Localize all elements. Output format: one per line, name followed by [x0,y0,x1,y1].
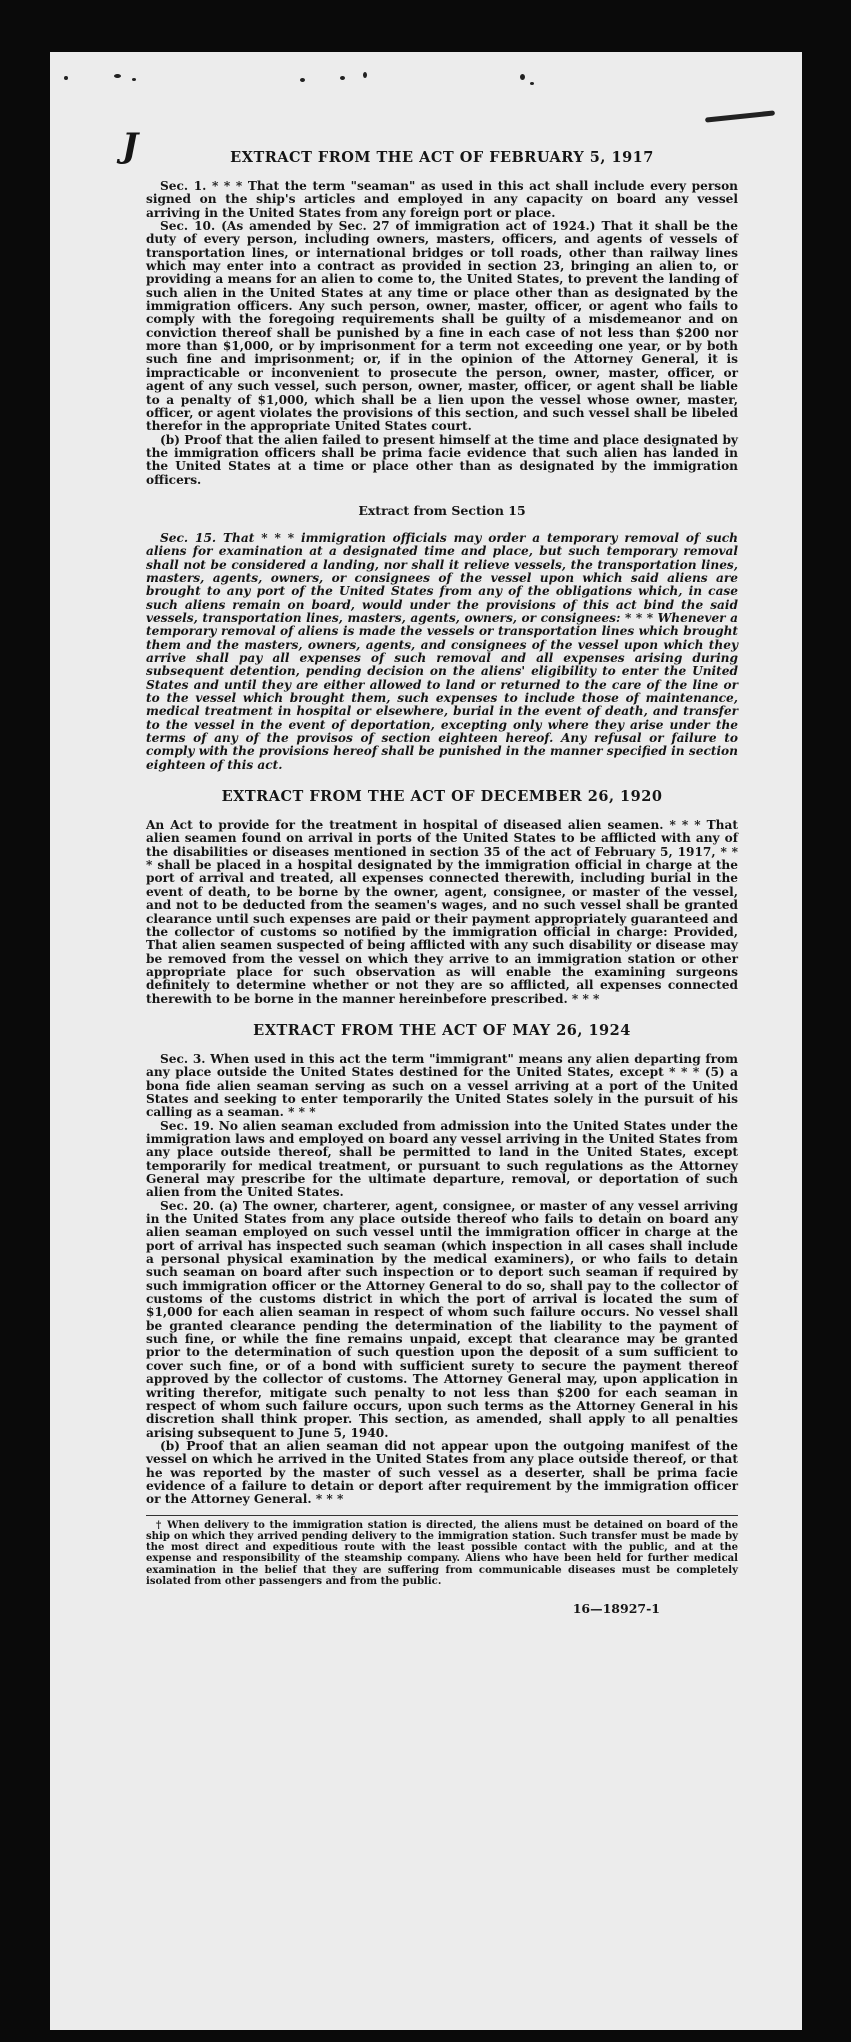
paragraph-sec-10: Sec. 10. (As amended by Sec. 27 of immigration act of 1924.) That it shall be the duty of every person, including owners, masters, officers, and agents of vessels of transportation lines, or international bridges or toll roads, other than railway lines which may enter into a contract as provided in section 23, bringing an alien to, or providing a means for an alien to come to, the United States, to prevent the landing of such alien in the United States at any time or place other than as designated by the immigration officers. Any such person, owner, master, officer, or agent who fails to comply with the foregoing requirements shall be guilty of a misdemeanor and on conviction thereof shall be punished by a fine in each case of not less than $200 nor more than $1,000, or by imprisonment for a term not exceeding one year, or by both such fine and imprisonment; or, if in the opinion of the Attorney General, it is impracticable or inconvenient to prosecute the person, owner, master, officer, or agent of any such vessel, such person, owner, master, officer, or agent shall be liable to a penalty of $1,000, which shall be a lien upon the vessel whose owner, master, officer, or agent violates the provisions of this section, and such vessel shall be libeled therefor in the appropriate United States court. [146,219,738,434]
footnote: † When delivery to the immigration station is directed, the aliens must be detained on board of the ship on which they arrived pending delivery to the immigration station. Such transfer must be made by the most direct and expeditious route with the least possible contact with the public, and at the expense and responsibility of the steamship company. Aliens who have been held for further medical examination in the belief that they are suffering from communicable diseases must be completely isolated from other passengers and from the public. [146,1519,738,1588]
paragraph-sec-19: Sec. 19. No alien seaman excluded from admission into the United States under the immigration laws and employed on board any vessel arriving in the United States from any place outside thereof, shall be permitted to land in the United States, except temporarily for medical treatment, or pursuant to such regulations as the Attorney General may prescribe for the ultimate departure, removal, or deportation of such alien from the United States. [146,1118,738,1200]
subheading-section-15: Extract from Section 15 [358,502,526,518]
scan-speck [340,76,345,80]
document-code: 16—18927-1 [572,1601,660,1617]
scan-speck [114,74,121,78]
scan-speck [530,82,534,85]
heading-act-1920: EXTRACT FROM THE ACT OF DECEMBER 26, 1920 [221,788,663,806]
paragraph-sec-3: Sec. 3. When used in this act the term "immigrant" means any alien departing from any place outside the United States destined for the United States, except * * * (5) a bona fide alien seaman serving as such on a vessel arriving at a port of the United States and seeking to enter temporarily the United States solely in the pursuit of his calling as a seaman. * * * [146,1051,738,1120]
section-15 [146,503,738,772]
paragraph-sec-10-b: (b) Proof that the alien failed to present himself at the time and place designated by the immigration officers shall be prima facie evidence that such alien has landed in the United States at a time or place other than as designated by the immigration officers. [146,432,738,487]
section-act-1917 [146,149,738,487]
paragraph-sec-15: Sec. 15. That * * * immigration officials may order a temporary removal of such aliens for examination at a designated time and place, but such temporary removal shall not be considered a landing, nor shall it relieve vessels, the transportation lines, masters, agents, owners, or consignees of the vessel upon which said aliens are brought to any port of the United States from any of the obligations which, in case such aliens remain on board, would under the provisions of this act bind the said vessels, transportation lines, masters, agents, owners, or consignees: * * * Whenever a temporary removal of aliens is made the vessels or transportation lines which brought them and the masters, owners, agents, and consignees of the vessel upon which they arrive shall pay all expenses of such removal and all expenses arising during subsequent detention, pending decision on the aliens' eligibility to enter the United States and until they are either allowed to land or returned to the care of the line or to the vessel which brought them, such expenses to include those of maintenance, medical treatment in hospital or elsewhere, burial in the event of death, and transfer to the vessel in the event of deportation, excepting only where they arise under the terms of any of the provisos of section eighteen hereof. Any refusal or failure to comply with the provisions hereof shall be punished in the manner specified in section eighteen of this act. [146,530,738,772]
document-body [146,149,738,1616]
paragraph-sec-20-a: Sec. 20. (a) The owner, charterer, agent, consignee, or master of any vessel arriving in the United States from any place outside thereof who fails to detain on board any alien seaman employed on such vessel until the immigration officer in charge at the port of arrival has inspected such seaman (which inspection in all cases shall include a personal physical examination by the medical examiners), or who fails to detain such seaman on board after such inspection or to deport such seaman if required by such immigration officer or the Attorney General to do so, shall pay to the collector of customs of the customs district in which the port of arrival is located the sum of $1,000 for each alien seaman in respect of whom such failure occurs. No vessel shall be granted clearance pending the determination of the liability to the payment of such fine, or while the fine remains unpaid, except that clearance may be granted prior to the determination of such question upon the deposit of a sum sufficient to cover such fine, or of a bond with sufficient surety to secure the payment thereof approved by the collector of customs. The Attorney General may, upon application in writing therefor, mitigate such penalty to not less than $200 for each seaman in respect of whom such failure occurs, upon such terms as the Attorney General in his discretion shall think proper. This section, as amended, shall apply to all penalties arising subsequent to June 5, 1940. [146,1198,738,1440]
scan-speck [520,74,525,80]
scan-speck [64,76,68,80]
scan-speck [300,78,305,82]
paragraph-act-1920: An Act to provide for the treatment in hospital of diseased alien seamen. * * * That alien seamen found on arrival in ports of the United States to be afflicted with any of the disabilities or diseases mentioned in section 35 of the act of February 5, 1917, * * * shall be placed in a hospital designated by the immigration official in charge at the port of arrival and treated, all expenses connected therewith, including burial in the event of death, to be borne by the owner, agent, consignee, or master of the vessel, and not to be deducted from the seamen's wages, and no such vessel shall be granted clearance until such expenses are paid or their payment appropriately guaranteed and the collector of customs so notified by the immigration official in charge: Provided, That alien seamen suspected of being afflicted with any such disability or disease may be removed from the vessel on which they arrive to an immigration station or other appropriate place for such observation as will enable the examining surgeons definitely to determine whether or not they are so afflicted, all expenses connected therewith to be borne in the manner hereinbefore prescribed. * * * [146,818,738,1006]
handwritten-mark: J [122,126,139,166]
heading-act-1924: EXTRACT FROM THE ACT OF MAY 26, 1924 [253,1021,631,1039]
section-act-1924 [146,1022,738,1507]
scan-smudge [705,110,775,122]
paragraph-sec-20-b: (b) Proof that an alien seaman did not appear upon the outgoing manifest of the vessel on which he arrived in the United States from any place outside thereof, or that he was reported by the master of such vessel as a deserter, shall be prima facie evidence of a failure to detain or deport after requirement by the immigration officer or the Attorney General. * * * [146,1438,738,1507]
scan-speck [132,78,136,81]
heading-act-1917: EXTRACT FROM THE ACT OF FEBRUARY 5, 1917 [230,149,654,166]
document-page [50,52,802,2030]
scan-speck [363,72,367,78]
section-act-1920 [146,788,738,1006]
footnote-divider [146,1515,738,1516]
paragraph-sec-1: Sec. 1. * * * That the term "seaman" as used in this act shall include every person signed on the ship's articles and employed in any capacity on board any vessel arriving in the United States from any foreign port or place. [146,179,738,220]
